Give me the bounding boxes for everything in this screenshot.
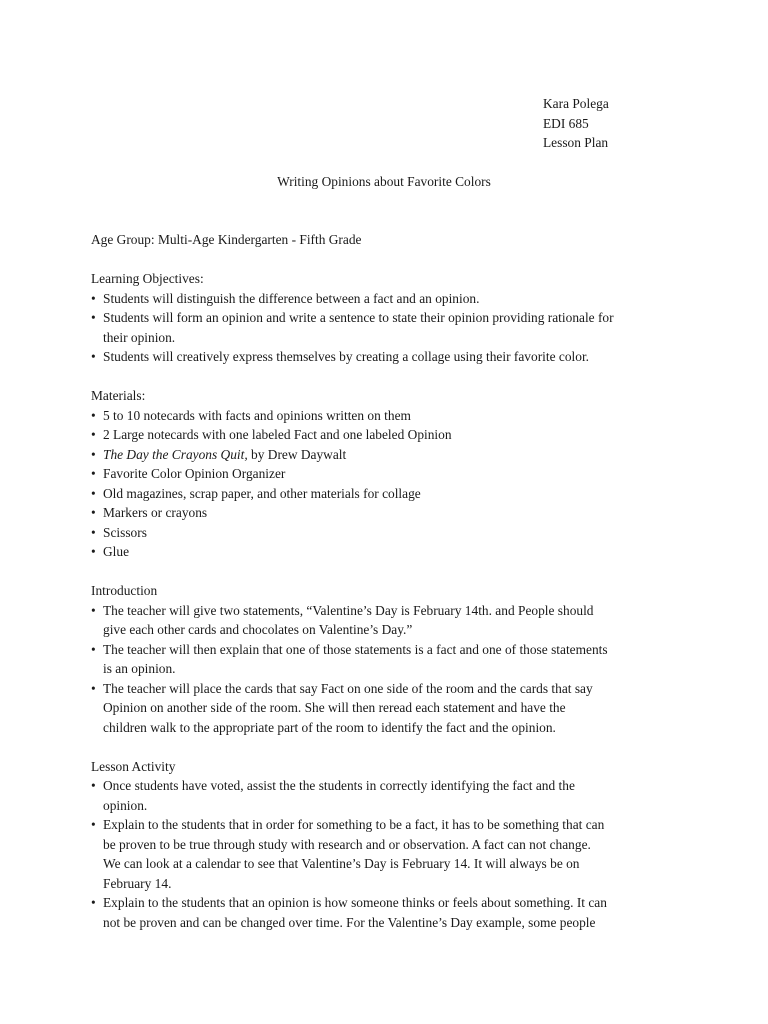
list-item-line: 5 to 10 notecards with facts and opinions written on them (103, 407, 411, 423)
materials-section (91, 386, 691, 562)
list-item-line: not be proven and can be changed over time. For the Valentine’s Day example, some people (103, 914, 596, 930)
list-item-line: The teacher will then explain that one of those statements is a fact and one of those statements (103, 641, 608, 657)
introduction-section (91, 581, 691, 737)
lesson-activity-list (91, 776, 691, 932)
list-item-line: their opinion. (103, 329, 176, 345)
bullet-icon: • (91, 524, 96, 540)
age-group: Age Group: Multi-Age Kindergarten - Fifth Grade (91, 232, 362, 247)
course-code: EDI 685 (543, 115, 589, 131)
book-title: The Day the Crayons Quit, (103, 446, 248, 462)
book-author: by Drew Daywalt (247, 446, 347, 462)
list-item-line: Students will creatively express themselves by creating a collage using their favorite color. (103, 349, 590, 364)
list-item (91, 347, 691, 367)
bullet-icon: • (91, 427, 96, 442)
list-item-line: Old magazines, scrap paper, and other materials for collage (103, 485, 421, 501)
list-item (91, 308, 691, 347)
list-item (91, 679, 691, 738)
learning-objectives-list (91, 289, 691, 367)
list-item (91, 815, 691, 893)
bullet-icon: • (91, 641, 96, 657)
list-item-line (103, 445, 691, 465)
list-item (91, 289, 691, 309)
list-item-line: Explain to the students that in order for something to be a fact, it has to be something that can (103, 817, 605, 832)
list-item-line: give each other cards and chocolates on Valentine’s Day.” (103, 622, 413, 637)
list-item (91, 776, 691, 815)
list-item-line: Students will distinguish the difference between a fact and an opinion. (103, 290, 480, 306)
list-item-line: We can look at a calendar to see that Valentine’s Day is February 14. It will always be on (103, 856, 580, 871)
bullet-icon: • (91, 602, 96, 618)
list-item-line: February 14. (103, 875, 172, 891)
list-item-line: children walk to the appropriate part of the room to identify the fact and the opinion. (103, 719, 556, 735)
list-item (91, 445, 691, 465)
learning-objectives-section (91, 269, 691, 367)
list-item-line: Scissors (103, 524, 147, 540)
list-item (91, 640, 691, 679)
list-item-line: be proven to be true through study with research and or observation. A fact can not change. (103, 836, 591, 852)
list-item-line: 2 Large notecards with one labeled Fact and one labeled Opinion (103, 427, 452, 442)
introduction-list (91, 601, 691, 738)
list-item (91, 893, 691, 932)
list-item-line: Once students have voted, assist the the students in correctly identifying the fact and the (103, 778, 575, 793)
bullet-icon: • (91, 407, 96, 423)
list-item-line: Glue (103, 544, 130, 559)
lesson-activity-section (91, 757, 691, 933)
author-header (543, 94, 609, 153)
list-item-line: opinion. (103, 797, 148, 813)
list-item (91, 406, 691, 426)
bullet-icon: • (91, 446, 96, 462)
list-item (91, 503, 691, 523)
bullet-icon: • (91, 349, 96, 364)
bullet-icon: • (91, 895, 96, 910)
list-item-line: Explain to the students that an opinion is how someone thinks or feels about something. It can (103, 895, 607, 910)
bullet-icon: • (91, 485, 96, 501)
list-item (91, 601, 691, 640)
bullet-icon: • (91, 290, 96, 306)
list-item (91, 425, 691, 445)
document-type: Lesson Plan (543, 135, 609, 150)
lesson-activity-heading: Lesson Activity (91, 758, 176, 774)
bullet-icon: • (91, 505, 96, 520)
bullet-icon: • (91, 544, 96, 559)
learning-objectives-heading: Learning Objectives: (91, 271, 204, 286)
list-item-line: Favorite Color Opinion Organizer (103, 466, 286, 481)
list-item-line: The teacher will give two statements, “Valentine’s Day is February 14th. and People should (103, 602, 594, 618)
list-item-line: Opinion on another side of the room. She will then reread each statement and have the (103, 700, 566, 715)
list-item-line: The teacher will place the cards that say Fact on one side of the room and the cards that say (103, 680, 593, 696)
list-item-line: Markers or crayons (103, 505, 208, 520)
bullet-icon: • (91, 817, 96, 832)
document-body (91, 230, 691, 932)
bullet-icon: • (91, 680, 96, 696)
list-item (91, 464, 691, 484)
introduction-heading: Introduction (91, 583, 158, 598)
bullet-icon: • (91, 466, 96, 481)
list-item (91, 484, 691, 504)
list-item-line: is an opinion. (103, 661, 176, 676)
list-item (91, 523, 691, 543)
bullet-icon: • (91, 310, 96, 325)
list-item (91, 542, 691, 562)
bullet-icon: • (91, 778, 96, 793)
document-title: Writing Opinions about Favorite Colors (277, 174, 491, 189)
materials-heading: Materials: (91, 388, 146, 403)
list-item-line: Students will form an opinion and write a sentence to state their opinion providing rationale for (103, 310, 614, 325)
author-name: Kara Polega (543, 96, 609, 111)
materials-list (91, 406, 691, 562)
